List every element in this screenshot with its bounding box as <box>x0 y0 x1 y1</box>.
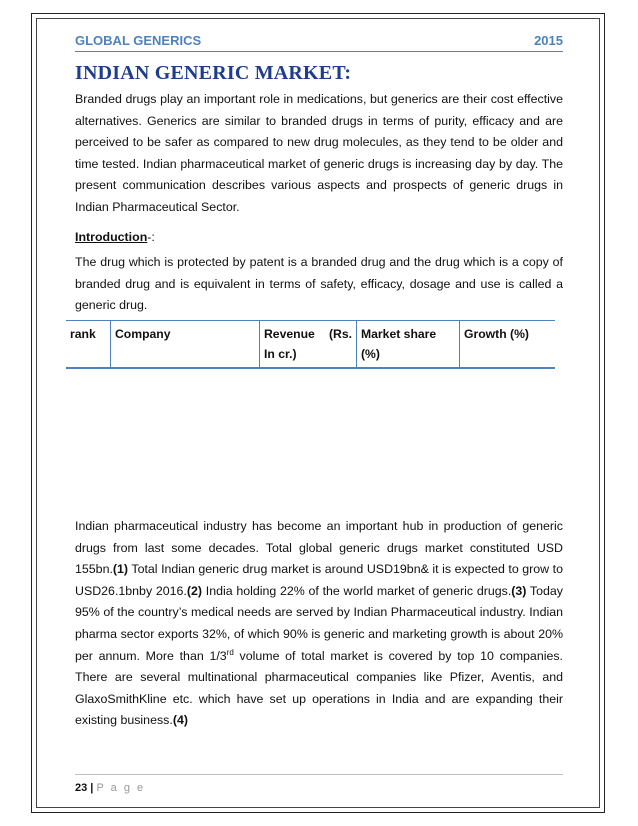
industry-text-4: Today 95% of the country’s medical needs are served by Indian Pharmaceutical industry. Indian pharma sector exports 32%, of which 90% is generic and marketing growth is about 20% per annum. More than 1/3 <box>75 583 563 663</box>
table-header-growth: Growth (%) <box>460 321 556 369</box>
page-number-label <box>75 782 145 794</box>
company-ranking-table <box>66 320 555 369</box>
table-header-company: Company <box>111 321 260 369</box>
paragraph-definition: The drug which is protected by patent is a branded drug and the drug which is a copy of branded drug and is equivalent in terms of safety, efficacy, dosage and use is called a generic drug. <box>75 255 563 313</box>
reference-2: (2) <box>186 583 203 598</box>
table-header-rank: rank <box>70 327 96 341</box>
industry-text-2: Total Indian generic drug market is around USD19bn& it is expected to grow to USD26.1bnby 2016. <box>75 562 563 598</box>
section-title: INDIAN GENERIC MARKET: <box>75 62 352 84</box>
page-word: P a g e <box>96 782 146 794</box>
introduction-heading-text: Introduction <box>75 230 148 244</box>
table-header-row <box>66 321 555 369</box>
reference-1: (1) <box>112 562 129 577</box>
header-year: 2015 <box>534 33 563 48</box>
paragraph-intro: Branded drugs play an important role in medications, but generics are their cost effective alternatives. Generics are similar to branded drugs in terms of purity, efficacy and are perceived to be safer as compared to new drug molecules, as they tend to be older and time tested. Indian pharmaceutical market of generic drugs is increasing day by day. The present communication describes various aspects and prospects of generic drugs in Indian Pharmaceutical Sector. <box>75 92 563 214</box>
page-header <box>75 31 563 52</box>
industry-text-3: India holding 22% of the world market of generic drugs. <box>202 583 512 598</box>
paragraph-industry <box>75 516 563 732</box>
table-header-revenue: Revenue (Rs. In cr.) <box>260 321 357 369</box>
industry-text-1: Indian pharmaceutical industry has become an important hub in production of generic drugs from last some decades. Total global generic drugs market constituted USD 155bn. <box>75 519 563 577</box>
header-title: GLOBAL GENERICS <box>75 33 202 48</box>
reference-3: (3) <box>511 583 527 598</box>
table-header-market-share: Market share (%) <box>357 321 460 369</box>
introduction-heading-suffix: -: <box>147 230 155 244</box>
ordinal-superscript: rd <box>226 647 234 657</box>
industry-text-5: volume of total market is covered by top 10 companies. There are several multinational pharmaceutical companies like Pfizer, Aventis, and GlaxoSmithKline etc. which have set up operations in India and are expanding their existing business. <box>75 648 563 728</box>
reference-4: (4) <box>172 713 188 728</box>
introduction-heading <box>75 230 155 244</box>
page-separator: | <box>87 782 97 794</box>
page-number: 23 <box>75 782 88 794</box>
page-footer <box>75 774 563 803</box>
